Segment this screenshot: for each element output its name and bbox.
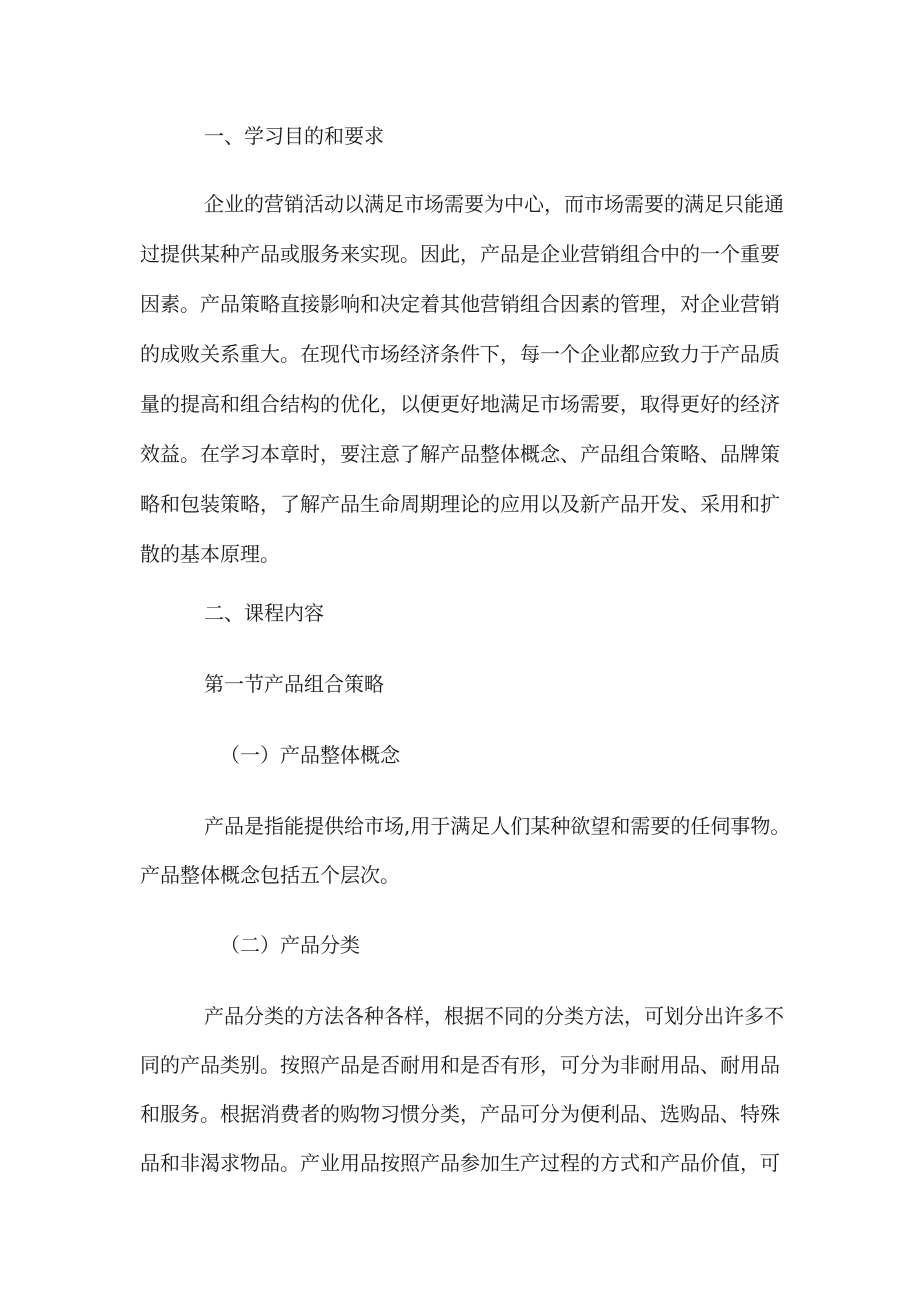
paragraph-line: 略和包装策略，了解产品生命周期理论的应用以及新产品开发、采用和扩 <box>140 492 780 516</box>
paragraph-line: 品和非渴求物品。产业用品按照产品参加生产过程的方式和产品价值，可 <box>140 1151 780 1175</box>
paragraph-line: 的成败关系重大。在现代市场经济条件下，每一个企业都应致力于产品质 <box>140 342 780 366</box>
paragraph-line: 因素。产品策略直接影响和决定着其他营销组合因素的管理，对企业营销 <box>140 292 780 316</box>
paragraph-line: 同的产品类别。按照产品是否耐用和是否有形，可分为非耐用品、耐用品 <box>140 1053 780 1077</box>
paragraph-line: 散的基本原理。 <box>140 542 280 566</box>
paragraph-line: 产品是指能提供给市场,用于满足人们某种欲望和需要的任伺事物。 <box>204 814 791 838</box>
paragraph-line: 和服务。根据消费者的购物习惯分类，产品可分为便利品、选购品、特殊 <box>140 1102 780 1126</box>
paragraph-line: 产品整体概念包括五个层次。 <box>140 863 400 887</box>
paragraph-line: 量的提高和组合结构的优化，以便更好地满足市场需要，取得更好的经济 <box>140 392 780 416</box>
heading-learning-objectives: 一、学习目的和要求 <box>204 124 384 148</box>
paragraph-line: 产品分类的方法各种各样，根据不同的分类方法，可划分出许多不 <box>204 1004 784 1028</box>
paragraph-line: 效益。在学习本章时，要注意了解产品整体概念、产品组合策略、品牌策 <box>140 442 780 466</box>
subheading-total-product-concept: （一）产品整体概念 <box>220 743 400 767</box>
section-title-product-mix: 第一节产品组合策略 <box>204 672 384 696</box>
subheading-product-classification: （二）产品分类 <box>220 933 360 957</box>
paragraph-line: 企业的营销活动以满足市场需要为中心，而市场需要的满足只能通 <box>204 192 784 216</box>
paragraph-line: 过提供某种产品或服务来实现。因此，产品是企业营销组合中的一个重要 <box>140 242 780 266</box>
heading-course-content: 二、课程内容 <box>204 601 324 625</box>
